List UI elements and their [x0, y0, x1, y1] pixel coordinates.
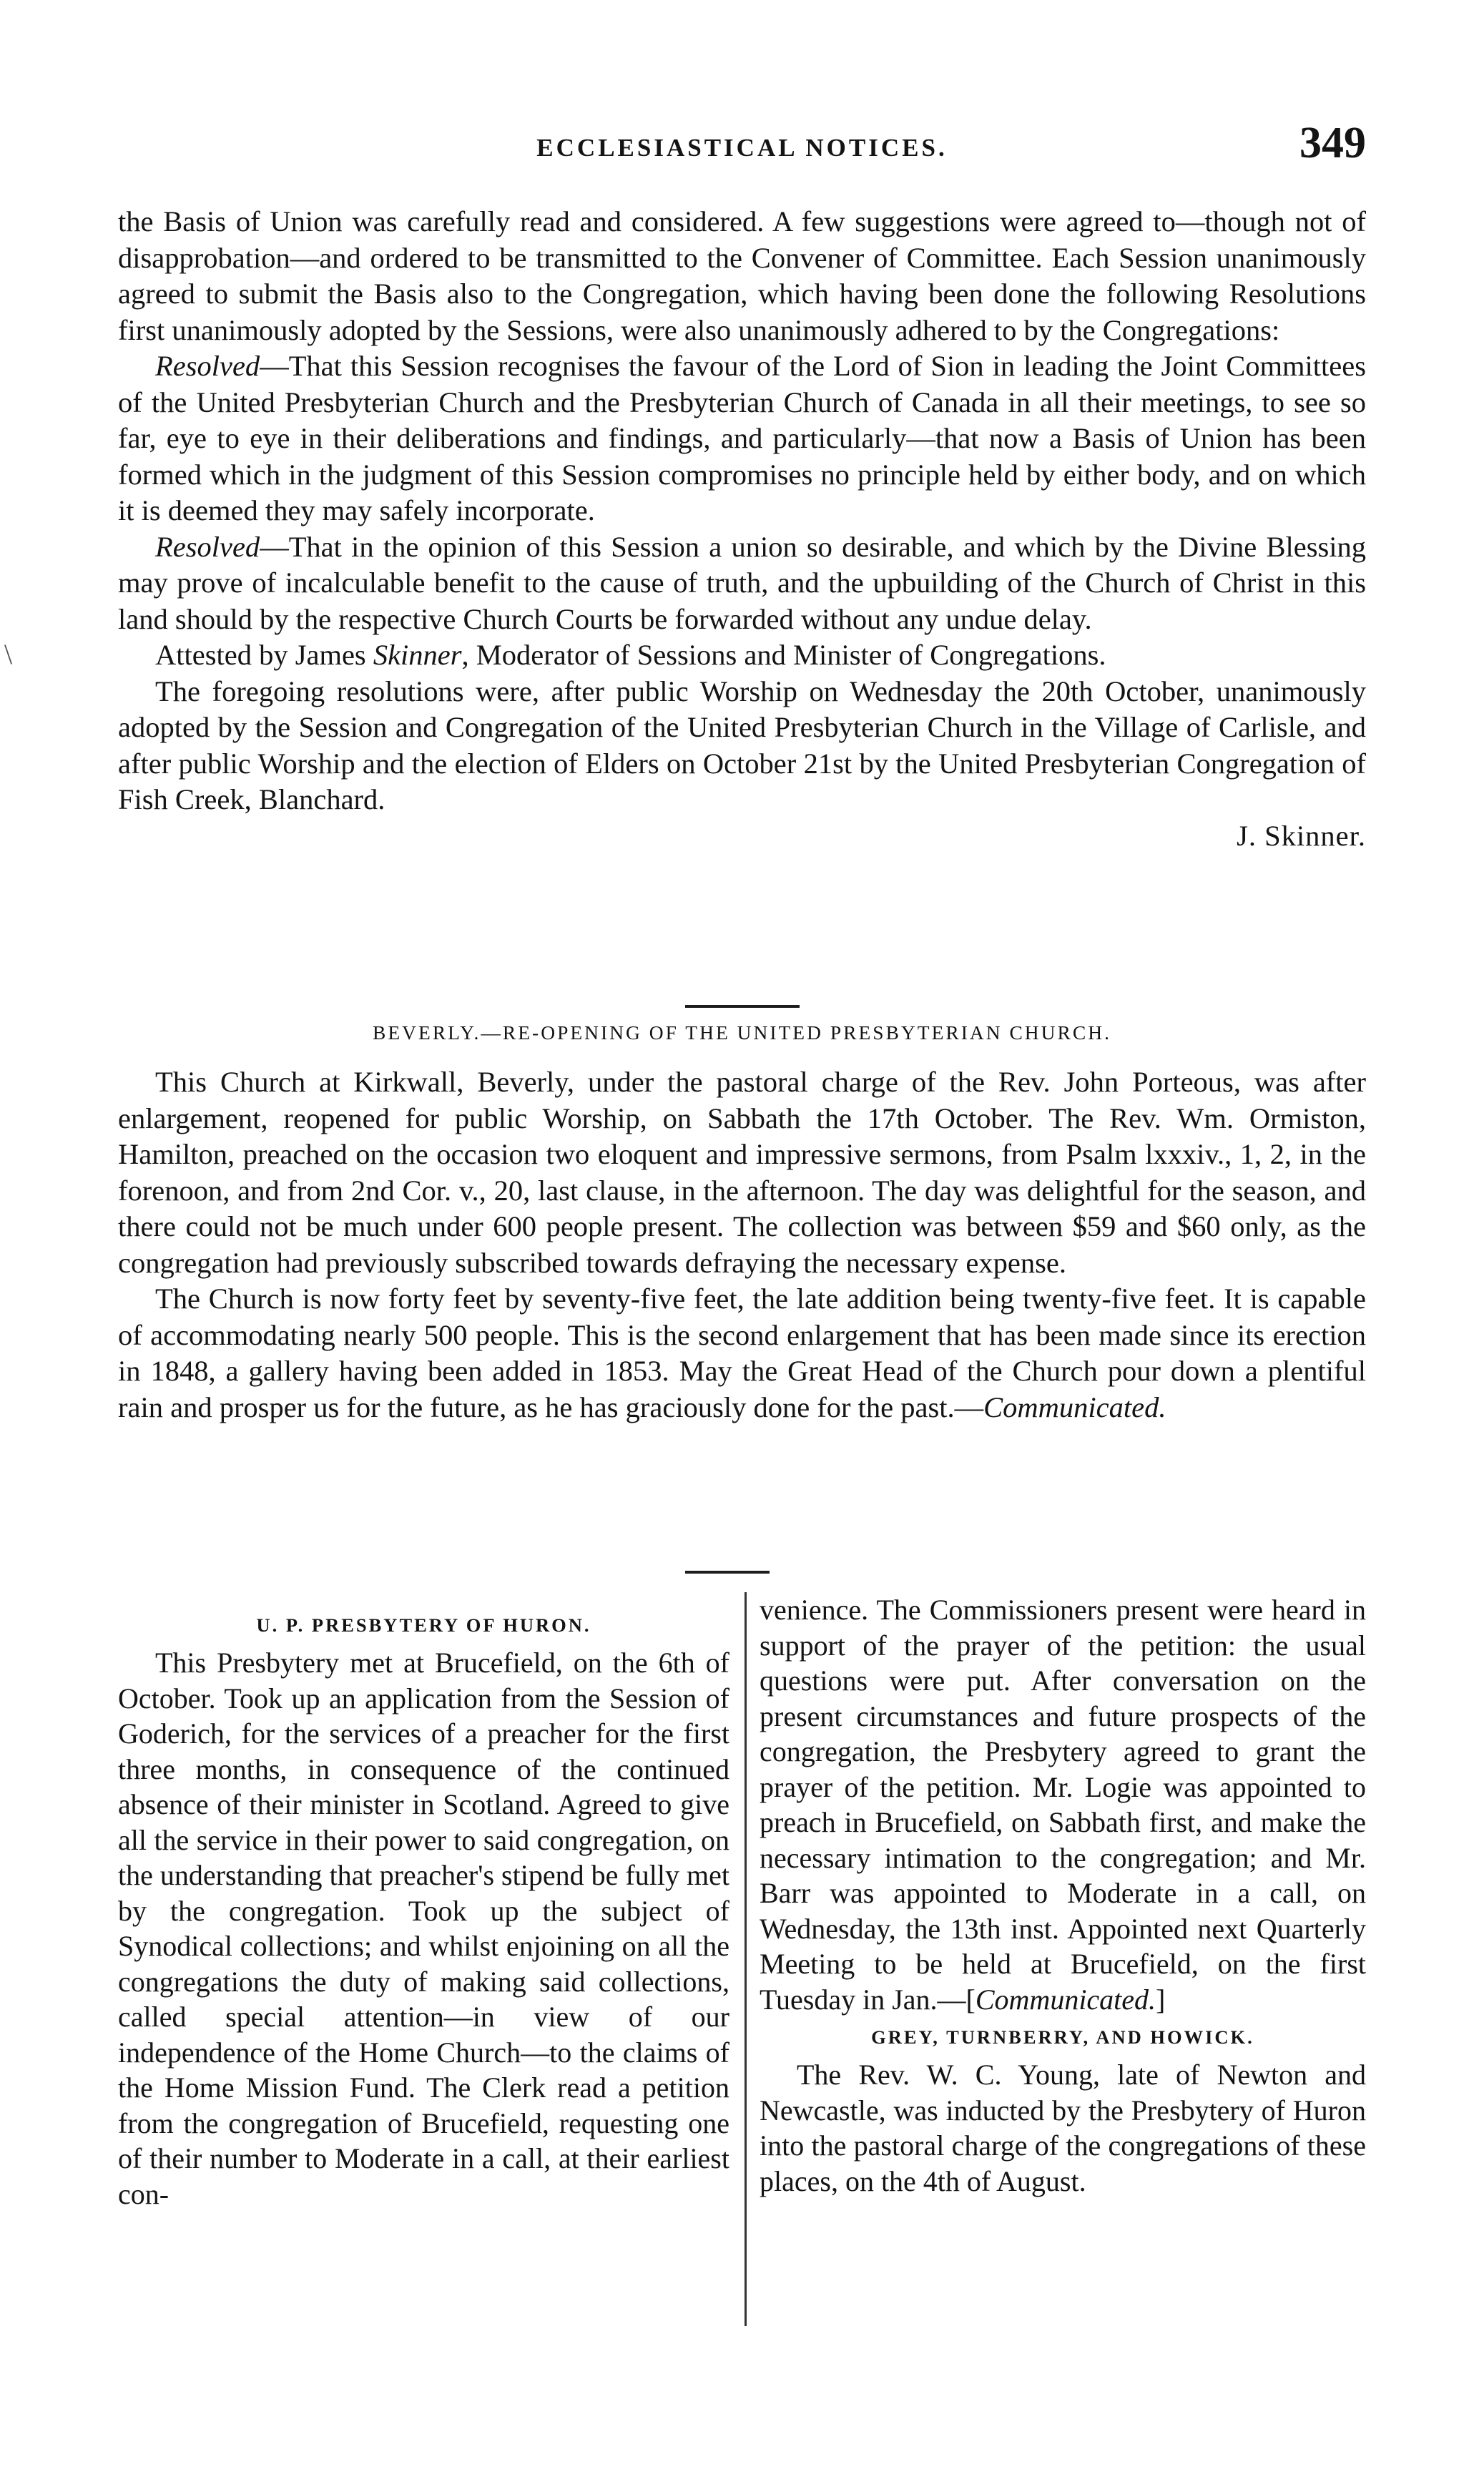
- page-number: 349: [1299, 119, 1366, 167]
- section-divider-1: [685, 1005, 800, 1008]
- beverly-credit: Communicated.: [983, 1390, 1166, 1423]
- column-divider: [745, 1592, 747, 2326]
- huron-heading: U. P. PRESBYTERY OF HURON.: [256, 1614, 591, 1636]
- huron-credit: Communicated.: [975, 1983, 1156, 2016]
- resolution-2-label: Resolved: [155, 530, 260, 563]
- foregoing-text: The foregoing resolutions were, after public Worship on Wednesday the 20th October, unanimously adopted by the Session and Congregation of the United Presbyterian Church in the Village of Carlisle, and after public Worship and the election of Elders on October 21st by the United Presbyterian Congregation of Fish Creek, Blanchard.: [118, 675, 1366, 815]
- basis-of-union-section: [118, 204, 1366, 854]
- resolution-1: [118, 348, 1366, 529]
- right-column: [760, 1592, 1366, 2199]
- resolution-2: [118, 529, 1366, 638]
- resolution-2-text: —That in the opinion of this Session a union so desirable, and which by the Divine Blessing may prove of incalculable benefit to the cause of truth, and the upbuilding of the Church of Christ in this land should by the respective Church Courts be forwarded without any undue delay.: [118, 530, 1366, 635]
- beverly-paragraph-2: [118, 1281, 1366, 1426]
- left-column: [118, 1605, 729, 2212]
- beverly-paragraph-2-text: The Church is now forty feet by seventy-five feet, the late addition being twenty-five feet. It is capable of accommodating nearly 500 people. This is the second enlargement that has been made since its erection in 1848, a gallery having been added in 1853. May the Great Head of the Church pour down a plentiful rain and prosper us for the future, as he has graciously done for the past.—: [118, 1282, 1366, 1423]
- beverly-heading: BEVERLY.—RE-OPENING OF THE UNITED PRESBYTERIAN CHURCH.: [373, 1021, 1111, 1044]
- huron-left-text: This Presbytery met at Brucefield, on the 6th of October. Took up an application from the Session of Goderich, for the services of a preacher for the first three months, in consequence of the continued absence of their minister in Scotland. Agreed to give all the service in their power to said congregation, on the understanding that preacher's stipend be fully met by the congregation. Took up the subject of Synodical collections; and whilst enjoining on all the congregations the duty of making said collections, called special attention—in view of our independence of the Home Church—to the claims of the Home Mission Fund. The Clerk read a petition from the congregation of Brucefield, requesting one of their number to Moderate in a call, at their earliest con-: [118, 1647, 729, 2210]
- grey-text: The Rev. W. C. Young, late of Newton and Newcastle, was inducted by the Presbytery of Huron into the pastoral charge of the congregations of these places, on the 4th of August.: [760, 2059, 1366, 2197]
- resolution-1-text: —That this Session recognises the favour of the Lord of Sion in leading the Joint Committees of the United Presbyterian Church and the Presbyterian Church of Canada in all their meetings, to see so far, eye to eye in their deliberations and findings, and particularly—that now a Basis of Union has been formed which in the judgment of this Session compromises no principle held by either body, and on which it is deemed they may safely incorporate.: [118, 350, 1366, 526]
- grey-heading: GREY, TURNBERRY, AND HOWICK.: [871, 2026, 1254, 2048]
- running-head: [118, 118, 1366, 182]
- attestation-post: , Moderator of Sessions and Minister of Congregations.: [461, 639, 1106, 671]
- foregoing-paragraph: [118, 674, 1366, 855]
- huron-right-body: venience. The Commissioners present were heard in support of the prayer of the petition: the usual questions were put. After conversation on the present circumstances and future prospects of the congregation, the Presbytery agreed to grant the prayer of the petition. Mr. Logie was appointed to preach in Brucefield, on Sabbath first, and make the necessary intimation to the congregation; and Mr. Barr was appointed to Moderate in a call, on Wednesday, the 13th inst. Appointed next Quarterly Meeting to be held at Brucefield, on the first Tuesday in Jan.—[: [760, 1594, 1366, 2016]
- signature: J. Skinner.: [1237, 819, 1366, 852]
- beverly-paragraph-1: This Church at Kirkwall, Beverly, under the pastoral charge of the Rev. John Porteous, was after enlargement, reopened for public Worship, on Sabbath the 17th October. The Rev. Wm. Ormiston, Hamilton, preached on the occasion two eloquent and impressive sermons, from Psalm lxxxiv., 1, 2, in the forenoon, and from 2nd Cor. v., 20, last clause, in the afternoon. The day was delightful for the season, and there could not be much under 600 people present. The collection was between $59 and $60 only, as the congregation had previously subscribed towards defraying the necessary expense.: [118, 1066, 1366, 1279]
- beverly-section: [118, 1064, 1366, 1426]
- section-divider-2: [685, 1571, 770, 1574]
- attestation: [118, 637, 1366, 674]
- running-title: ECCLESIASTICAL NOTICES.: [536, 134, 948, 162]
- margin-mark: \: [4, 638, 13, 670]
- huron-right-text: [760, 1592, 1366, 2017]
- attestation-pre: Attested by James: [155, 639, 373, 671]
- resolution-1-label: Resolved: [155, 350, 260, 382]
- huron-close: ]: [1156, 1983, 1166, 2016]
- basis-paragraph: the Basis of Union was carefully read and considered. A few suggestions were agreed to—though not of disapprobation—and ordered to be transmitted to the Convener of Committee. Each Session unanimously agreed to submit the Basis also to the Congregation, which having been done the following Resolutions first unanimously adopted by the Sessions, were also unanimously adhered to by the Congregations:: [118, 205, 1366, 346]
- attestation-name: Skinner: [373, 639, 462, 671]
